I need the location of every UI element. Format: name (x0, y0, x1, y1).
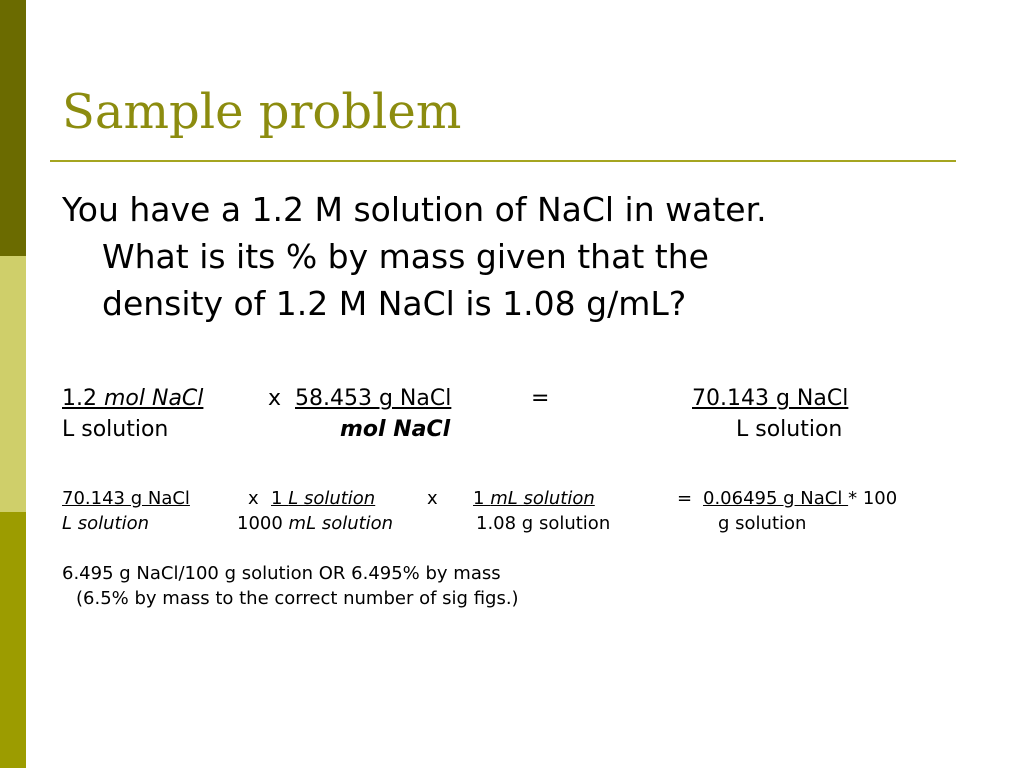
step1-equals: = (531, 386, 550, 411)
step1-result-numerator: 70.143 g NaCl (692, 386, 849, 411)
step2-f2-den-unit: mL solution (288, 513, 394, 534)
step2-result-denominator: g solution (718, 513, 807, 534)
step2-times-2: x (427, 488, 438, 509)
slide-title: Sample problem (62, 84, 462, 140)
title-rule (50, 160, 956, 162)
step2-f2-num-value: 1 (271, 488, 289, 509)
step1-num-unit: mol NaCl (103, 386, 204, 411)
step1-denominator: L solution (62, 417, 169, 442)
answer-line-2: (6.5% by mass to the correct number of sig figs.) (76, 588, 519, 609)
step2-numerator: 70.143 g NaCl (62, 488, 190, 509)
step1-times: x (268, 386, 282, 411)
side-bar-bottom (0, 512, 26, 768)
step2-denominator: L solution (62, 513, 150, 534)
question-line-3: density of 1.2 M NaCl is 1.08 g/mL? (102, 284, 687, 323)
step2-result-value: 0.06495 g NaCl (703, 488, 849, 509)
step2-result-numerator (703, 488, 897, 509)
step2-f2-den-value: 1000 (237, 513, 289, 534)
question-line-1: You have a 1.2 M solution of NaCl in water. (62, 190, 767, 229)
step1-result-denominator: L solution (736, 417, 843, 442)
side-bar-top (0, 0, 26, 256)
step1-multiplier-numerator: 58.453 g NaCl (295, 386, 452, 411)
step2-f3-num-value: 1 (473, 488, 491, 509)
step2-factor3-denominator: 1.08 g solution (476, 513, 611, 534)
step2-factor2-numerator (271, 488, 375, 509)
step2-equals: = (677, 488, 693, 509)
step2-result-multiplier: * 100 (848, 488, 898, 509)
step2-factor3-numerator (473, 488, 595, 509)
step1-multiplier-denominator: mol NaCl (340, 417, 451, 442)
step2-factor2-denominator (237, 513, 393, 534)
step2-f3-num-unit: mL solution (490, 488, 595, 509)
step1-num-value: 1.2 (62, 386, 104, 411)
step2-times-1: x (248, 488, 259, 509)
step2-f2-num-unit: L solution (288, 488, 376, 509)
question-line-2: What is its % by mass given that the (102, 237, 709, 276)
step1-numerator (62, 386, 203, 411)
side-bar-middle (0, 256, 26, 512)
answer-line-1: 6.495 g NaCl/100 g solution OR 6.495% by mass (62, 563, 501, 584)
